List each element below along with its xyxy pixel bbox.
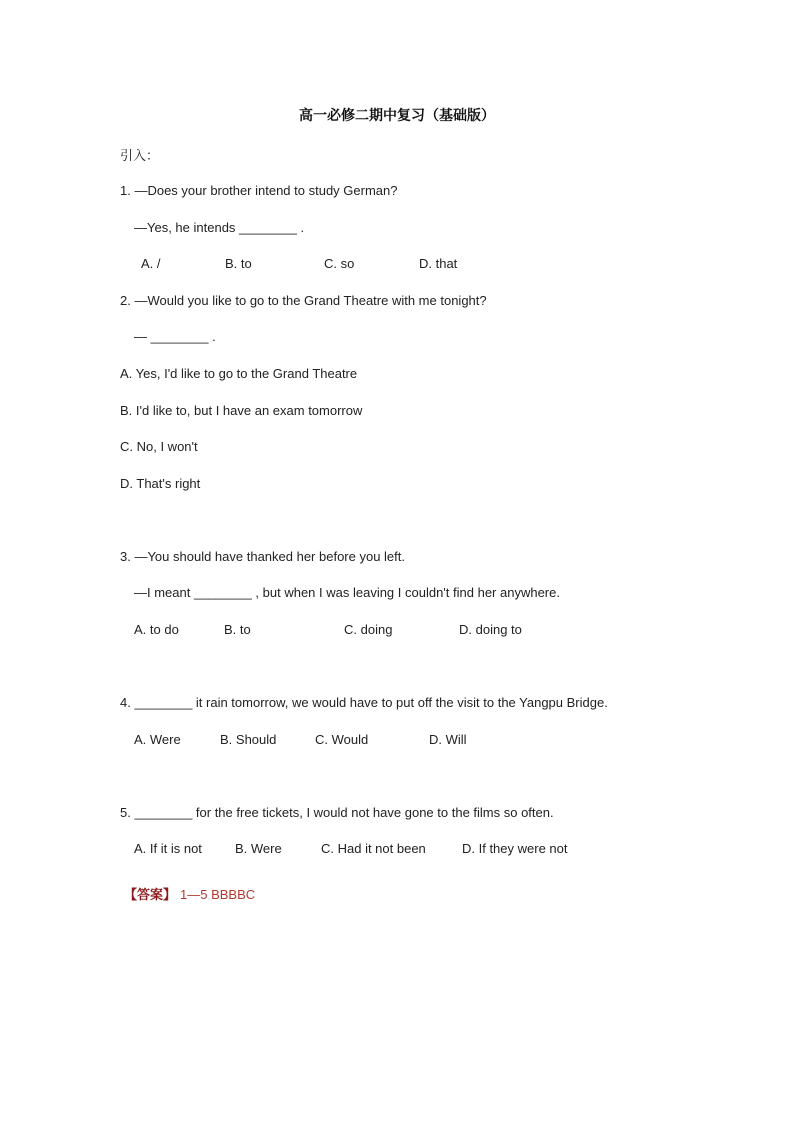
- question-5-stem: 5. ________ for the free tickets, I would not have gone to the films so often.: [120, 805, 554, 820]
- answer-tag: 【答案】: [124, 888, 177, 903]
- question-5-option-c: C. Had it not been: [321, 841, 426, 856]
- question-5-option-a: A. If it is not: [134, 841, 202, 856]
- page-title: 高一必修二期中复习（基础版）: [299, 108, 495, 124]
- question-3-stem: 3. —You should have thanked her before you left.: [120, 549, 405, 564]
- question-2-option-d: D. That's right: [120, 476, 201, 491]
- question-3-reply: —I meant ________ , but when I was leaving I couldn't find her anywhere.: [134, 585, 560, 600]
- question-1-option-c: C. so: [324, 256, 355, 271]
- question-2-reply: — ________ .: [134, 329, 216, 344]
- question-3-option-a: A. to do: [134, 622, 179, 637]
- question-1-option-a: A. /: [141, 256, 161, 271]
- question-2-option-b: B. I'd like to, but I have an exam tomorrow: [120, 403, 363, 418]
- question-2-option-c: C. No, I won't: [120, 439, 198, 454]
- question-4-option-a: A. Were: [134, 732, 181, 747]
- question-4-stem: 4. ________ it rain tomorrow, we would have to put off the visit to the Yangpu Bridge.: [120, 695, 608, 710]
- intro-label: 引入：: [120, 149, 160, 164]
- question-1-reply: —Yes, he intends ________ .: [134, 220, 305, 235]
- question-5-option-b: B. Were: [235, 841, 282, 856]
- question-3-option-b: B. to: [224, 622, 251, 637]
- answer-key: [124, 885, 255, 906]
- answer-text: 1—5 BBBBC: [180, 887, 256, 902]
- question-3-option-d: D. doing to: [459, 622, 522, 637]
- question-4-option-d: D. Will: [429, 732, 467, 747]
- question-1-option-b: B. to: [225, 256, 252, 271]
- question-2-stem: 2. —Would you like to go to the Grand Theatre with me tonight?: [120, 293, 487, 308]
- question-1-stem: 1. —Does your brother intend to study German?: [120, 183, 398, 198]
- question-3-option-c: C. doing: [344, 622, 393, 637]
- question-1-option-d: D. that: [419, 256, 458, 271]
- question-5-option-d: D. If they were not: [462, 841, 568, 856]
- question-4-option-c: C. Would: [315, 732, 369, 747]
- question-4-option-b: B. Should: [220, 732, 277, 747]
- question-2-option-a: A. Yes, I'd like to go to the Grand Theatre: [120, 366, 358, 381]
